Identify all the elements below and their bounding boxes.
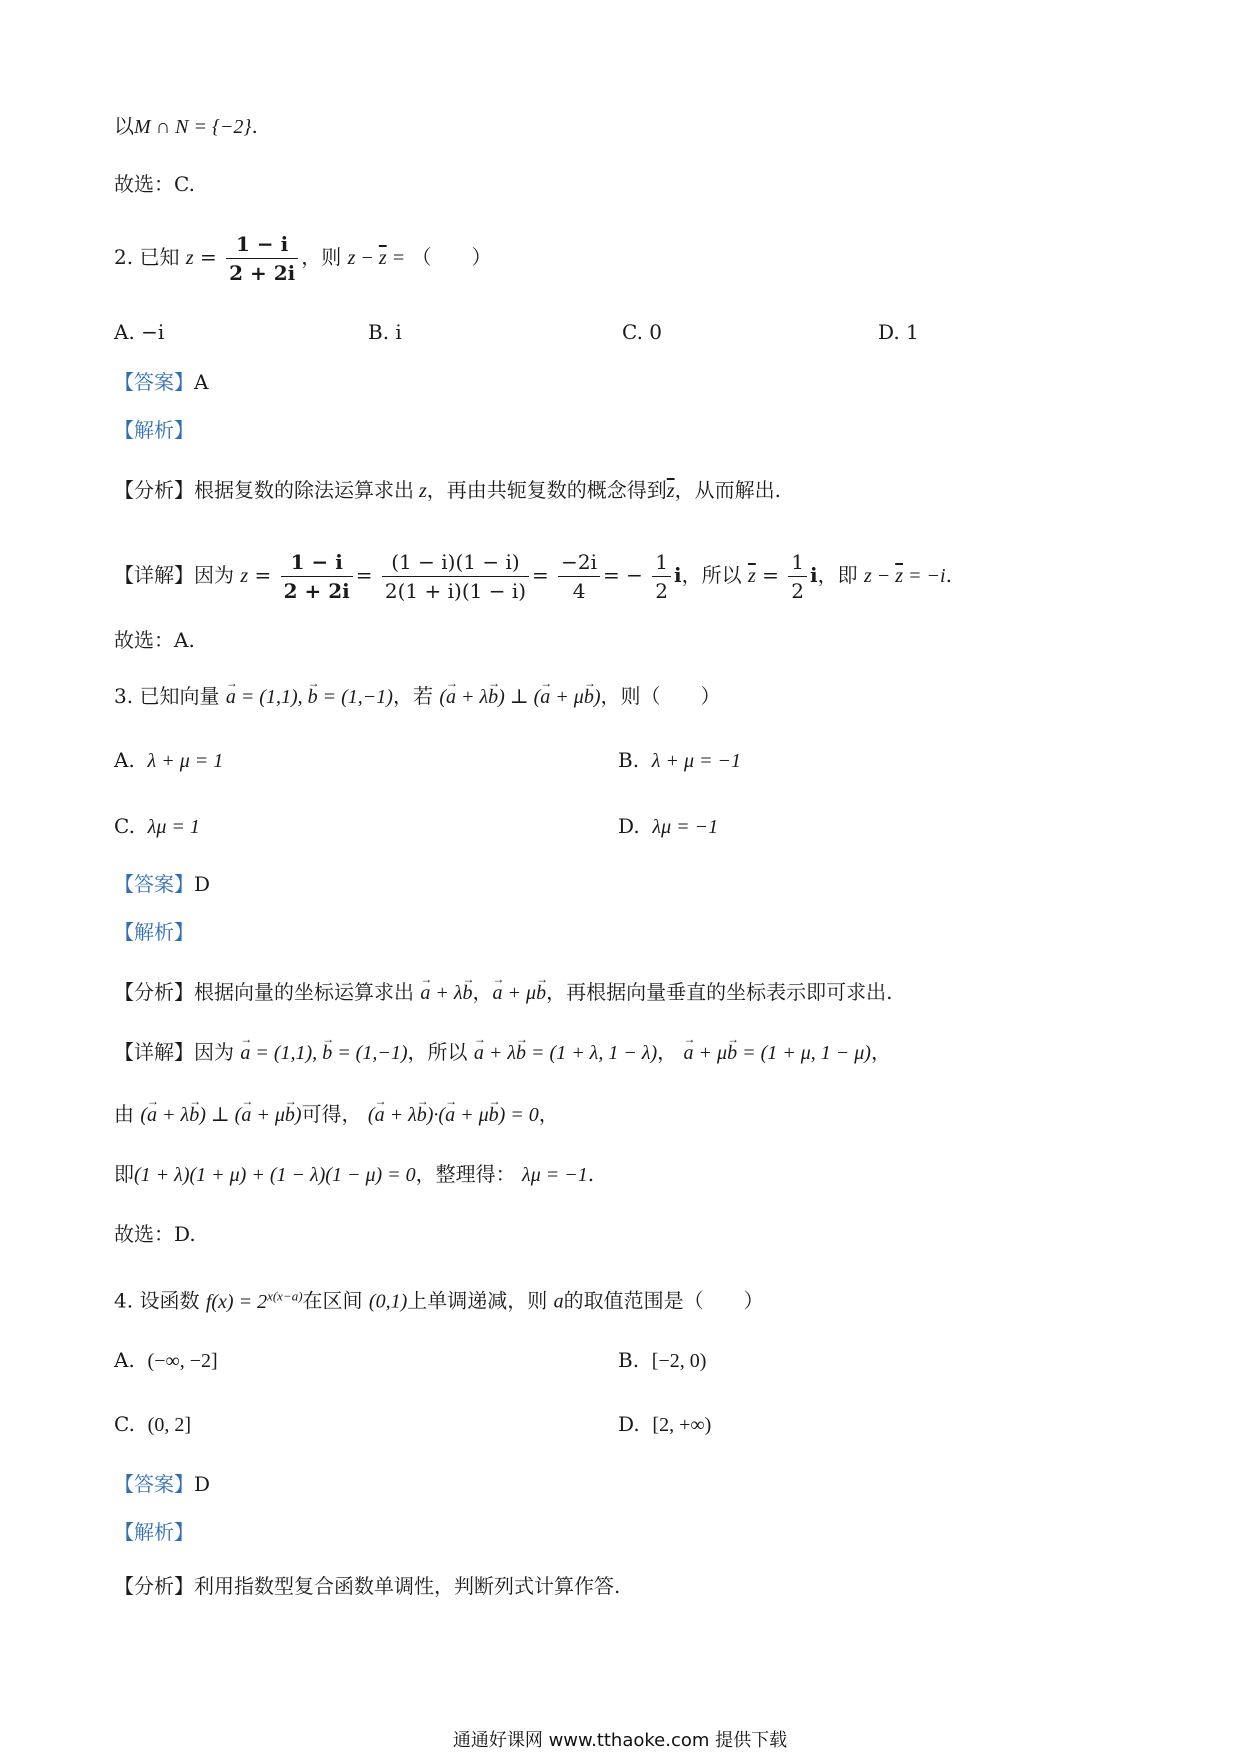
q2-xj-frac2: $\frac{(1 - i)(1 - i)}{2(1 + i)(1 - i)}$ bbox=[382, 550, 529, 603]
q4-stem-mid1: 在区间 bbox=[302, 1288, 363, 1313]
q3-line3-prefix: 即 bbox=[114, 1162, 134, 1186]
q2-stem: 2. 已知 z = $\frac{1 - i}{2 + 2i}$ ，则 $z - \overline{z}$ = （ ） bbox=[114, 232, 492, 285]
q3-fenxi-text1: 根据向量的坐标运算求出 bbox=[194, 980, 414, 1004]
q4-interval: (0,1) bbox=[368, 1290, 408, 1313]
q2-xiangjie: 【详解】因为 z = $\frac{1 - i}{2 + 2i}$ = $\frac{(1 - i)(1 - i)}{2(1 + i)(1 - i)}$ = $\frac{-2i}{4}$ = − $\frac{1}{2}$ i，所以 $\overline{z}$ = $\frac{1}{2}$ i，即 $z - \overline{z} = -i$. bbox=[114, 550, 952, 603]
q3-stem-prefix: 3. 已知向量 bbox=[114, 684, 220, 708]
q3-answer-label: 【答案】 bbox=[114, 872, 194, 896]
q2-fenxi-text3: ，从而解出. bbox=[674, 478, 781, 502]
q4-stem-prefix: 4. 设函数 bbox=[114, 1288, 200, 1313]
q4-a-var: a bbox=[553, 1290, 564, 1313]
q2-answer bbox=[114, 368, 208, 396]
q4-option-a bbox=[114, 1346, 218, 1375]
q3-option-b-math: λ + μ = −1 bbox=[651, 750, 741, 772]
q4-option-c-math: (0, 2] bbox=[147, 1414, 191, 1436]
q3-line2-cond: (→ a + λ→ b) ⊥ (→ a + μ→ b) bbox=[140, 1104, 301, 1126]
q4-option-b bbox=[618, 1346, 706, 1375]
q1-choose: 故选：C. bbox=[114, 172, 195, 196]
q2-fenxi-label: 【分析】 bbox=[114, 478, 194, 502]
q2-xj-result: $z - \overline{z} = -i$ bbox=[863, 565, 946, 587]
q2-fenxi-text1: 根据复数的除法运算求出 bbox=[194, 478, 414, 502]
q3-option-d bbox=[618, 812, 718, 841]
q4-fenxi-label: 【分析】 bbox=[114, 1574, 194, 1598]
q3-vectors: → a = (1,1), → b = (1,−1) bbox=[226, 686, 393, 708]
q4-fenxi-text: 利用指数型复合函数单调性，判断列式计算作答. bbox=[194, 1574, 621, 1598]
q2-xiangjie-end: . bbox=[945, 563, 952, 587]
q2-xiangjie-text3: ，即 bbox=[817, 563, 858, 587]
q3-option-d-letter: D. bbox=[618, 814, 640, 838]
q3-answer bbox=[114, 870, 210, 898]
q2-fraction: $\frac{1 - i}{2 + 2i}$ bbox=[226, 232, 298, 285]
q4-option-a-letter: A. bbox=[114, 1348, 135, 1372]
q2-xj-frac4: $\frac{1}{2}$ bbox=[652, 550, 671, 603]
q3-option-a-math: λ + μ = 1 bbox=[147, 750, 224, 772]
q2-option-c: C. 0 bbox=[622, 320, 663, 344]
q4-function: $f(x) = 2^{x(x-a)}$ bbox=[205, 1288, 303, 1313]
q2-answer-label: 【答案】 bbox=[114, 370, 194, 394]
q3-option-c bbox=[114, 812, 200, 841]
q2-xiangjie-text1: 因为 bbox=[194, 563, 234, 587]
q3-option-c-math: λμ = 1 bbox=[147, 816, 200, 838]
q3-xj-sum2: → a + μ→ b = (1 + μ, 1 − μ) bbox=[684, 1042, 871, 1064]
q2-fenxi-zbar: $\overline{z}$ bbox=[666, 480, 675, 502]
q1-conclusion bbox=[114, 112, 258, 141]
q3-option-b bbox=[618, 746, 741, 775]
q2-answer-value: A bbox=[194, 370, 209, 394]
q4-option-d-math: [2, +∞) bbox=[652, 1414, 712, 1436]
q3-option-d-math: λμ = −1 bbox=[652, 816, 719, 838]
q2-xj-frac3: $\frac{-2i}{4}$ bbox=[558, 550, 600, 603]
q3-xiangjie-label: 【详解】 bbox=[114, 1040, 194, 1064]
q3-line2-mid: 可得， bbox=[301, 1102, 362, 1126]
q4-analysis-text: 【解析】 bbox=[114, 1520, 194, 1544]
q3-line3-mid: ，整理得： bbox=[415, 1162, 516, 1186]
q3-stem-suffix: ，则（ ） bbox=[600, 684, 721, 708]
q3-fenxi-vec1: → a + λ→ b bbox=[420, 982, 472, 1004]
q3-analysis-text: 【解析】 bbox=[114, 920, 194, 944]
q3-option-b-letter: B. bbox=[618, 748, 640, 772]
q4-option-b-letter: B. bbox=[618, 1348, 640, 1372]
q4-analysis-label bbox=[114, 1518, 194, 1546]
q2-xj-frac1: $\frac{1 - i}{2 + 2i}$ bbox=[281, 550, 353, 603]
q3-choose: 故选：D. bbox=[114, 1222, 196, 1246]
q4-option-b-math: [−2, 0) bbox=[651, 1350, 707, 1372]
q2-option-a: A. −i bbox=[114, 320, 165, 344]
q4-stem bbox=[114, 1282, 764, 1316]
q3-analysis-label bbox=[114, 918, 194, 946]
q3-option-a-letter: A. bbox=[114, 748, 135, 772]
q2-z-var: z bbox=[185, 247, 194, 269]
q4-fenxi bbox=[114, 1572, 620, 1600]
q3-line3 bbox=[114, 1160, 594, 1189]
q1-prefix: 以 bbox=[114, 114, 134, 138]
q4-option-a-math: (−∞, −2] bbox=[147, 1350, 218, 1372]
q3-line2-dot: (→ a + λ→ b)·(→ a + μ→ b) = 0 bbox=[368, 1104, 539, 1126]
q2-fenxi-text2: ，再由共轭复数的概念得到 bbox=[426, 478, 667, 502]
q1-suffix: . bbox=[251, 114, 258, 138]
q3-stem bbox=[114, 682, 721, 711]
q2-xj-frac5: $\frac{1}{2}$ bbox=[788, 550, 807, 603]
q4-option-d bbox=[618, 1410, 711, 1439]
q2-option-b: B. i bbox=[368, 320, 402, 344]
q3-fenxi: 【分析】根据向量的坐标运算求出 → a + λ→ b，→ a + μ→ b，再根据向量垂直的坐标表示即可求出. bbox=[114, 978, 892, 1007]
q2-xiangjie-text2: ，所以 bbox=[681, 563, 742, 587]
q3-xiangjie-text2: ，所以 bbox=[407, 1040, 468, 1064]
q1-math: M ∩ N = {−2} bbox=[134, 116, 252, 138]
q3-line3-eq: (1 + λ)(1 + μ) + (1 − λ)(1 − μ) = 0 bbox=[134, 1164, 416, 1186]
q2-stem-mid: ，则 bbox=[301, 245, 342, 269]
q2-choose: 故选：A. bbox=[114, 628, 195, 652]
q3-fenxi-text2: ，再根据向量垂直的坐标表示即可求出. bbox=[546, 980, 893, 1004]
q2-expr: $z - \overline{z}$ = bbox=[347, 247, 406, 269]
q3-option-c-letter: C. bbox=[114, 814, 135, 838]
q2-analysis-text: 【解析】 bbox=[114, 418, 194, 442]
q4-stem-suffix: 的取值范围是（ ） bbox=[563, 1288, 764, 1313]
q3-xj-sum1: → a + λ→ b = (1 + λ, 1 − λ) bbox=[474, 1042, 657, 1064]
q3-xj-vectors: → a = (1,1), → b = (1,−1) bbox=[240, 1042, 407, 1064]
q2-option-d: D. 1 bbox=[878, 320, 919, 344]
q4-option-c bbox=[114, 1410, 191, 1439]
q2-xj-zbar: $\overline{z}$ bbox=[747, 565, 756, 587]
q2-stem-prefix: 2. 已知 bbox=[114, 245, 180, 269]
q4-answer-label: 【答案】 bbox=[114, 1472, 194, 1496]
q3-stem-mid: ，若 bbox=[392, 684, 433, 708]
q4-answer bbox=[114, 1470, 210, 1498]
q4-option-d-letter: D. bbox=[618, 1412, 640, 1436]
q3-line2: 由 (→ a + λ→ b) ⊥ (→ a + μ→ b)可得， (→ a + λ→ b)·(→ a + μ→ b) = 0， bbox=[114, 1100, 559, 1129]
q3-condition: (→ a + λ→ b) ⊥ (→ a + μ→ b) bbox=[439, 686, 600, 708]
q3-line3-end: . bbox=[587, 1162, 595, 1186]
q2-stem-suffix: （ ） bbox=[411, 245, 492, 269]
q2-fenxi bbox=[114, 476, 781, 505]
q3-line2-prefix: 由 bbox=[114, 1102, 134, 1126]
q3-fenxi-label: 【分析】 bbox=[114, 980, 194, 1004]
q2-fenxi-z: z bbox=[414, 480, 427, 502]
footer-watermark: 通通好课网 www.tthaoke.com 提供下载 bbox=[452, 1730, 788, 1751]
q2-analysis-label bbox=[114, 416, 194, 444]
q3-line3-result: λμ = −1 bbox=[522, 1164, 588, 1186]
q4-stem-mid2: 上单调递减，则 bbox=[407, 1288, 548, 1313]
q3-answer-value: D bbox=[194, 872, 211, 896]
q4-answer-value: D bbox=[194, 1472, 211, 1496]
q3-xiangjie-text1: 因为 bbox=[194, 1040, 234, 1064]
q3-option-a bbox=[114, 746, 223, 775]
q2-xiangjie-label: 【详解】 bbox=[114, 563, 194, 587]
q3-fenxi-vec2: → a + μ→ b bbox=[493, 982, 547, 1004]
q2-xj-z: z bbox=[240, 565, 249, 587]
q3-xiangjie: 【详解】因为 → a = (1,1), → b = (1,−1)，所以 → a + λ→ b = (1 + λ, 1 − λ)， → a + μ→ b = (1 + μ, 1 − μ)， bbox=[114, 1038, 891, 1067]
q4-option-c-letter: C. bbox=[114, 1412, 135, 1436]
